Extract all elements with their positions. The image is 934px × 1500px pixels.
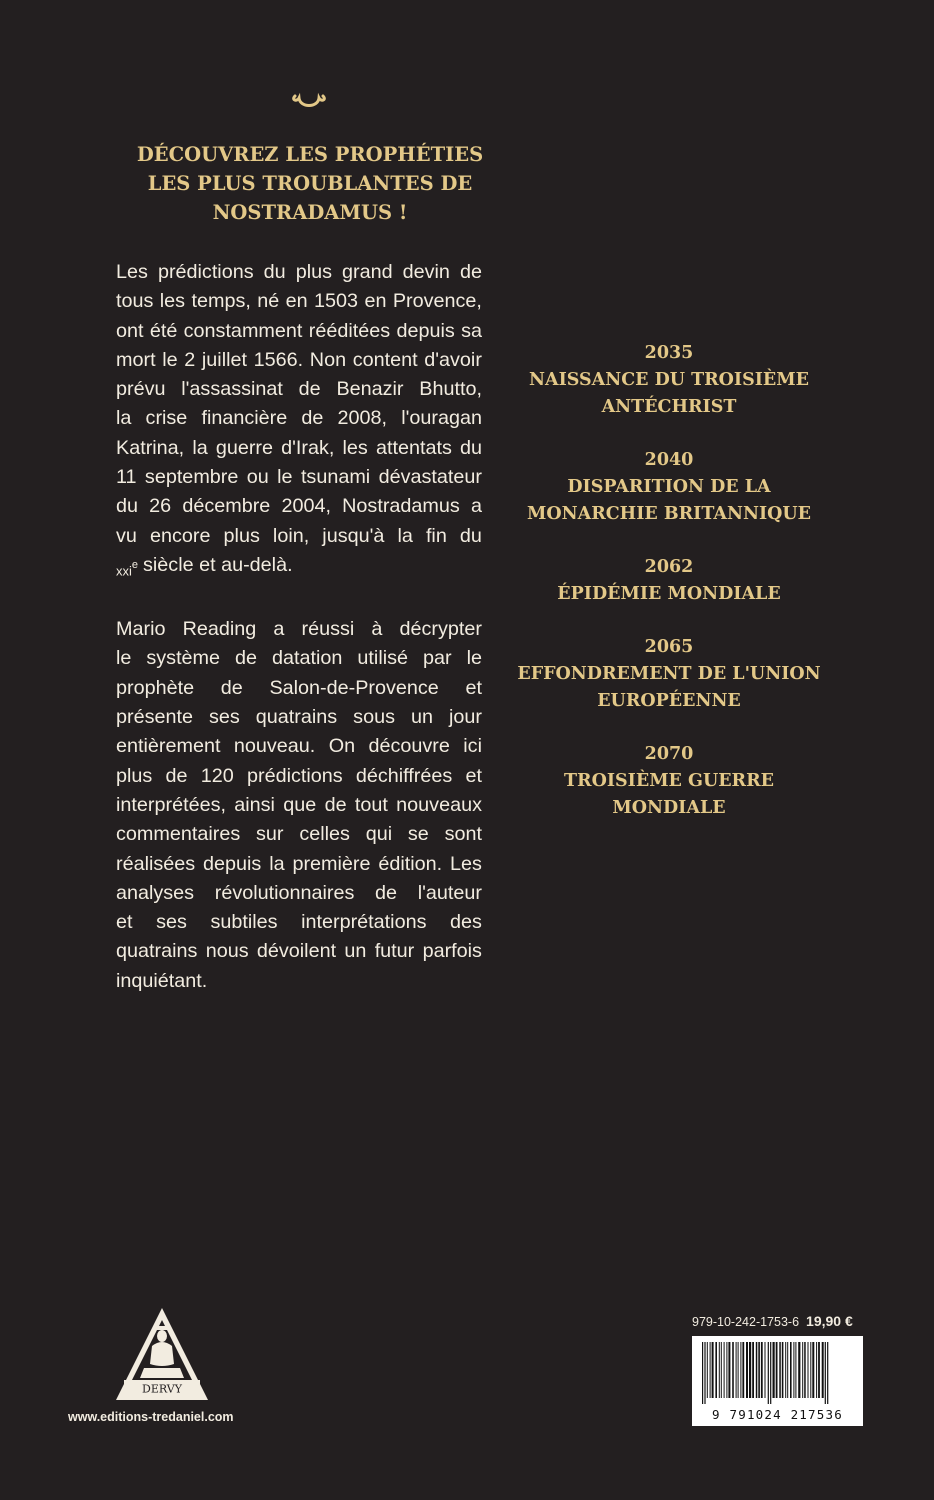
timeline-year: 2035 bbox=[644, 343, 694, 363]
text-line: xxi$^e$ siècle et au-delà. bbox=[116, 551, 482, 586]
text-line: inquiétant. bbox=[116, 969, 208, 992]
headline-line: DÉCOUVREZ LES PROPHÉTIES bbox=[136, 143, 484, 166]
text-line: ont été constamment rééditées depuis sa bbox=[116, 319, 482, 342]
text-line: et ses subtiles interprétations des bbox=[116, 911, 482, 934]
timeline-year: 2062 bbox=[644, 557, 694, 577]
text-line: du 26 décembre 2004, Nostradamus a bbox=[116, 495, 482, 518]
headline-line: LES PLUS TROUBLANTES DE bbox=[147, 172, 473, 195]
timeline-item bbox=[500, 634, 838, 715]
text-line: Katrina, la guerre d'Irak, les attentats du bbox=[116, 436, 482, 459]
text-line: Les prédictions du plus grand devin de bbox=[116, 261, 482, 283]
timeline-event: ANTÉCHRIST bbox=[601, 397, 737, 417]
timeline-event: DISPARITION DE LA bbox=[567, 477, 771, 497]
isbn-price-line bbox=[692, 1313, 853, 1329]
publisher-website: www.editions-tredaniel.com bbox=[68, 1410, 234, 1424]
text-line: entièrement nouveau. On découvre ici bbox=[116, 735, 482, 758]
text-line: mort le 2 juillet 1566. Non content d'avoir bbox=[116, 348, 482, 371]
isbn-number: 979-10-242-1753-6 bbox=[692, 1315, 800, 1329]
text-line: quatrains nous dévoilent un futur parfois bbox=[116, 940, 482, 963]
timeline-item bbox=[500, 340, 838, 421]
text-line: interprétées, ainsi que de tout nouveaux bbox=[116, 793, 482, 816]
gold-curl-ornament-icon bbox=[289, 90, 329, 116]
century-numeral: xxi$^e$ bbox=[116, 558, 139, 579]
description-text bbox=[116, 258, 482, 996]
timeline-event: EFFONDREMENT DE L'UNION bbox=[517, 664, 821, 684]
text-line: prophète de Salon-de-Provence et bbox=[116, 676, 482, 699]
text-line: commentaires sur celles qui se sont bbox=[116, 823, 482, 846]
publisher-logo-text: DERVY bbox=[142, 1382, 182, 1396]
text-line: réalisées depuis la première édition. Les bbox=[116, 852, 482, 875]
timeline-item bbox=[500, 554, 838, 608]
text-line: vu encore plus loin, jusqu'à la fin du bbox=[116, 524, 482, 547]
text-line: Mario Reading a réussi à décrypter bbox=[116, 618, 482, 641]
text-line: analyses révolutionnaires de l'auteur bbox=[116, 881, 482, 904]
timeline-year: 2070 bbox=[644, 744, 694, 764]
barcode-digits: 9 791024 217536 bbox=[712, 1407, 843, 1422]
timeline-year: 2065 bbox=[644, 637, 694, 657]
timeline-event: MONDIALE bbox=[612, 798, 726, 818]
timeline-event: NAISSANCE DU TROISIÈME bbox=[529, 370, 809, 390]
prophecy-timeline bbox=[500, 340, 838, 848]
timeline-item bbox=[500, 447, 838, 528]
dervy-publisher-logo bbox=[114, 1306, 210, 1402]
text-line: le système de datation utilisé par le bbox=[116, 647, 482, 670]
timeline-event: ÉPIDÉMIE MONDIALE bbox=[557, 584, 781, 604]
text-line: prévu l'assassinat de Benazir Bhutto, bbox=[116, 378, 482, 401]
price: 19,90 € bbox=[806, 1313, 853, 1329]
barcode-bars bbox=[692, 1336, 863, 1408]
timeline-event: TROISIÈME GUERRE bbox=[564, 771, 774, 791]
timeline-event: EUROPÉENNE bbox=[597, 691, 741, 711]
text-line: 11 septembre ou le tsunami dévastateur bbox=[116, 466, 482, 489]
timeline-event: MONARCHIE BRITANNIQUE bbox=[527, 504, 811, 524]
text-line: plus de 120 prédictions déchiffrées et bbox=[116, 764, 482, 787]
timeline-year: 2040 bbox=[644, 450, 694, 470]
timeline-item bbox=[500, 741, 838, 822]
text-line: présente ses quatrains sous un jour bbox=[116, 706, 482, 729]
paragraph-gap bbox=[116, 586, 482, 615]
headline bbox=[100, 140, 520, 227]
text-line: la crise financière de 2008, l'ouragan bbox=[116, 407, 482, 430]
headline-line: NOSTRADAMUS ! bbox=[212, 201, 408, 224]
barcode bbox=[692, 1336, 863, 1426]
text-line: tous les temps, né en 1503 en Provence, bbox=[116, 290, 482, 313]
